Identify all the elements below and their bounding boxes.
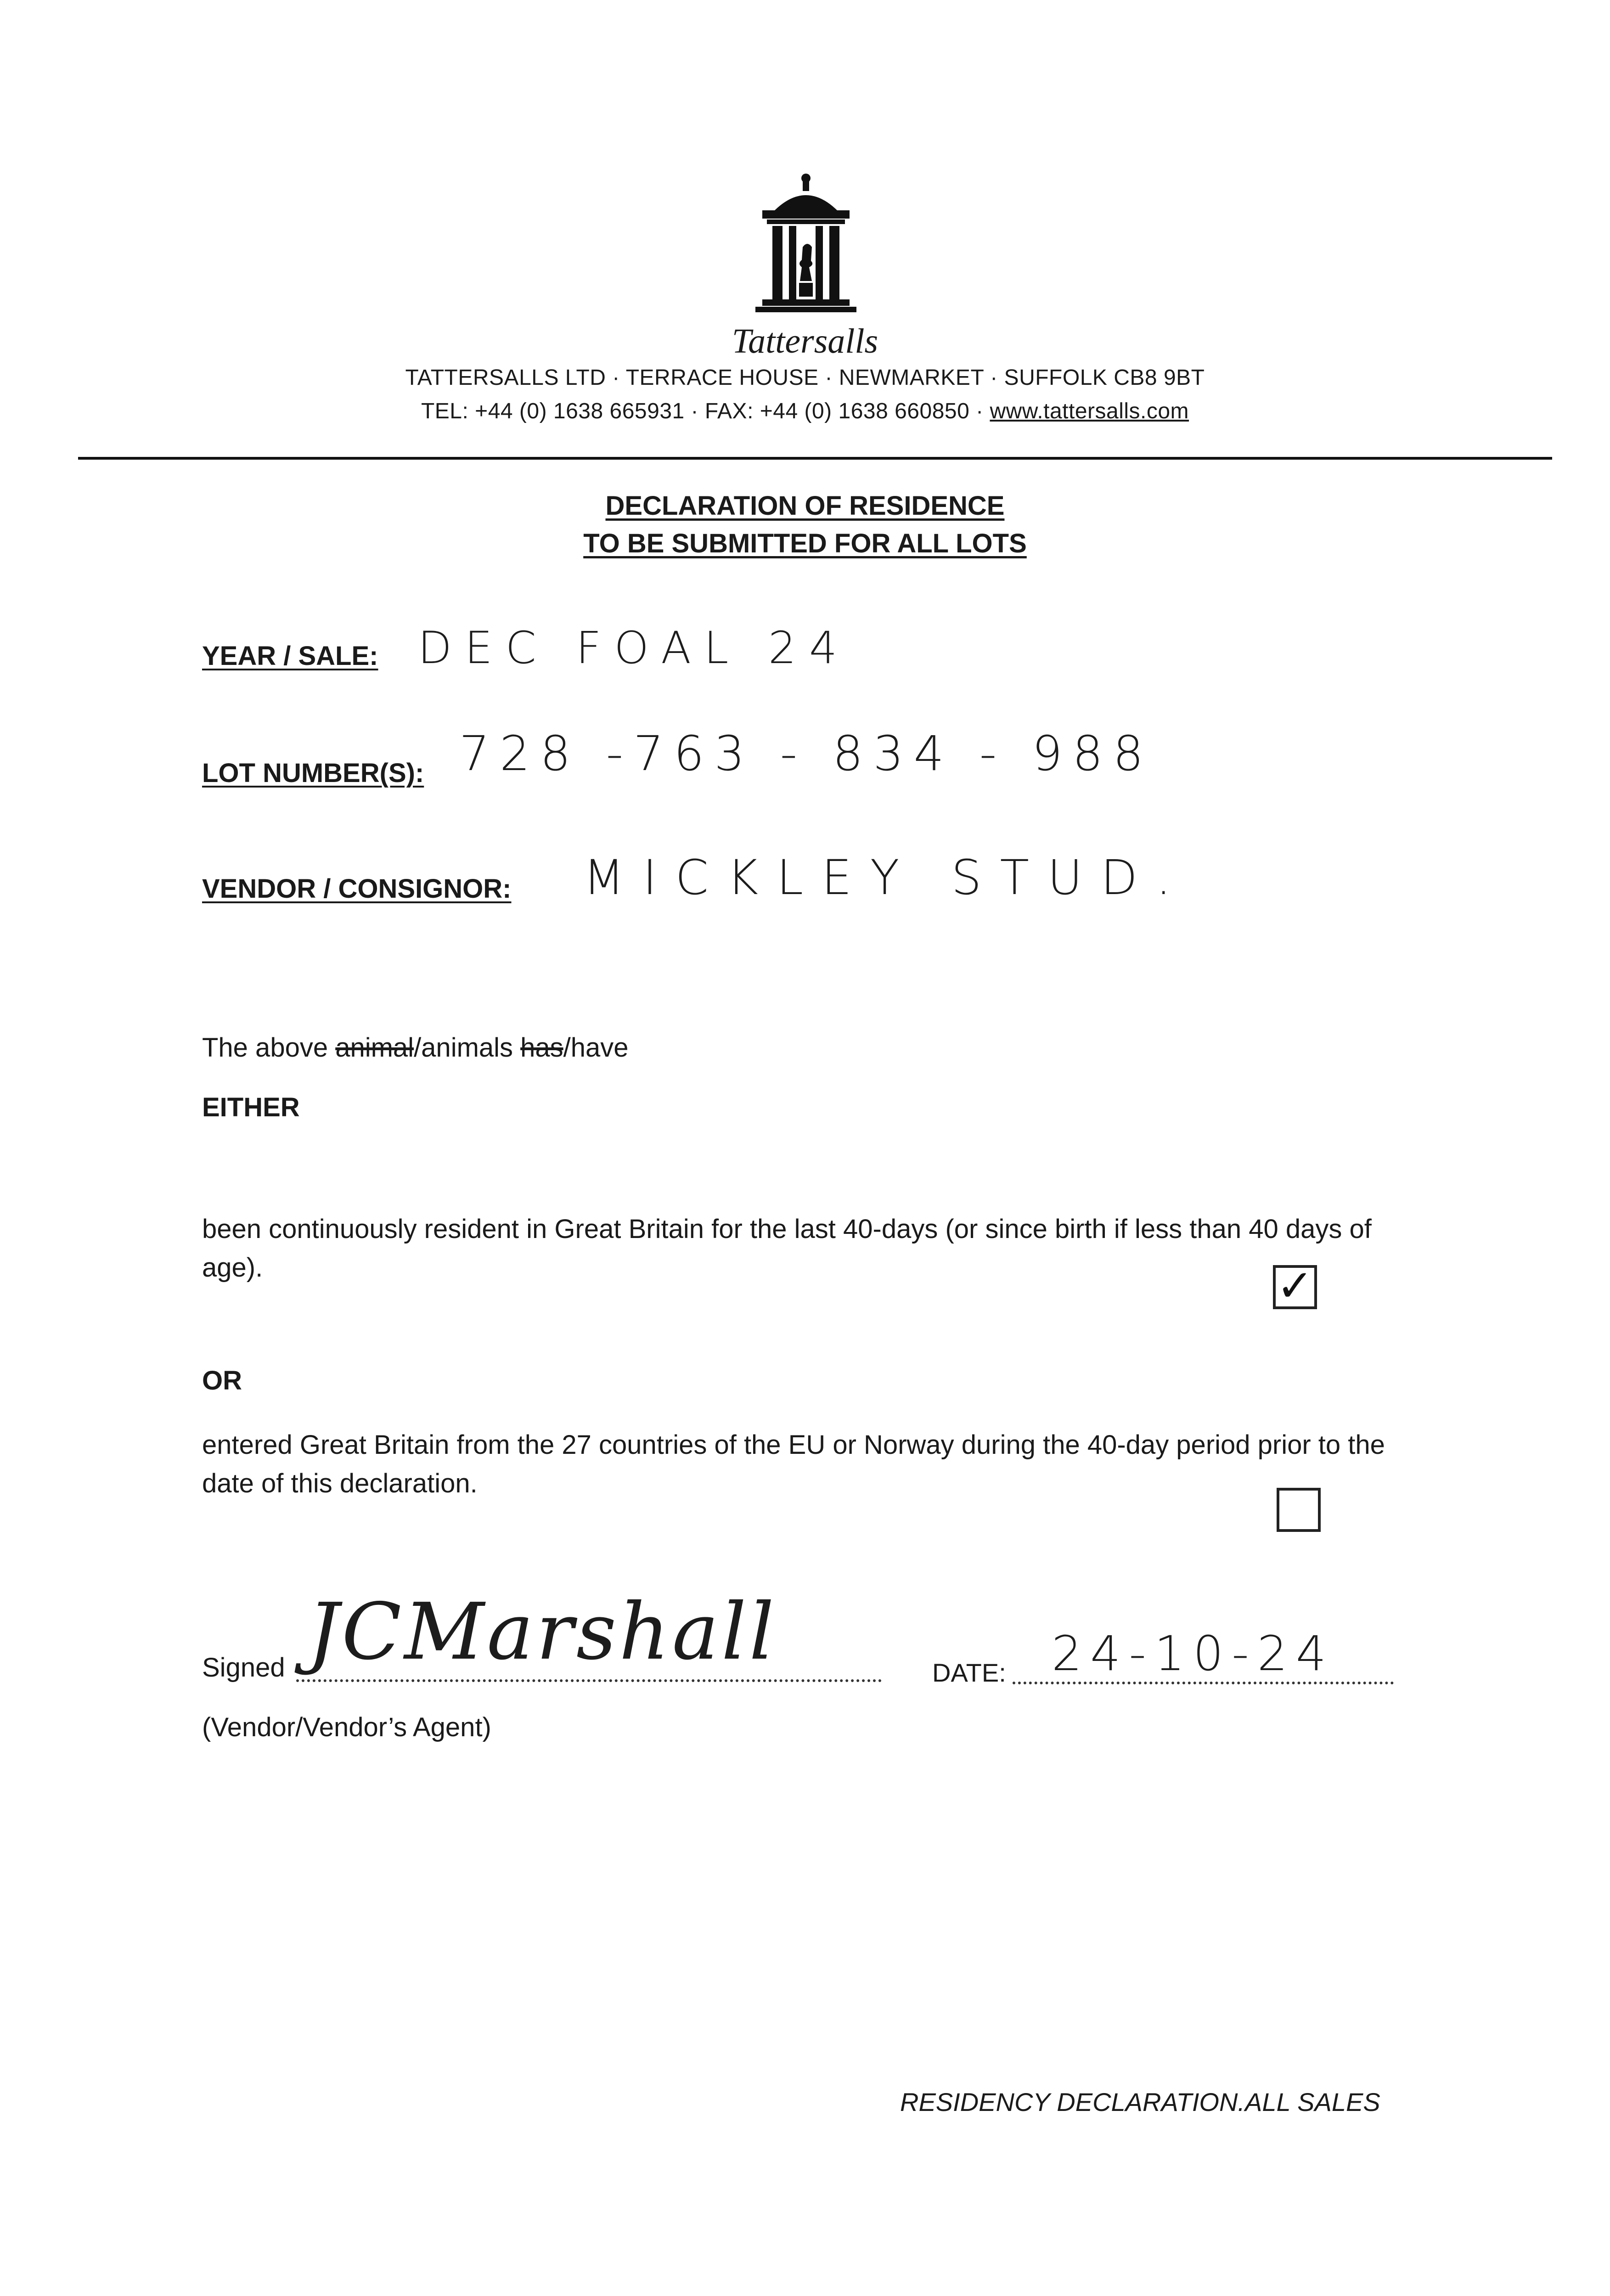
lot-numbers-label: LOT NUMBER(S):	[202, 758, 424, 788]
website-link[interactable]: www.tattersalls.com	[990, 399, 1189, 423]
statement-animals: /animals	[414, 1033, 521, 1063]
header-divider	[78, 457, 1552, 460]
lot-numbers-value: 728 -763 - 834 - 988	[459, 726, 1154, 782]
signatory-role: (Vendor/Vendor’s Agent)	[202, 1712, 491, 1742]
option-2-text: entered Great Britain from the 27 countries of the EU or Norway during the 40-day period prior to the date of this declaration.	[202, 1430, 1385, 1498]
date-value: 24-10-24	[1052, 1626, 1335, 1682]
vendor-consignor-value: MICKLEY STUD.	[583, 850, 1190, 906]
checkmark-icon: ✓	[1276, 1261, 1314, 1311]
signed-label: Signed	[202, 1653, 285, 1683]
vendor-consignor-label: VENDOR / CONSIGNOR:	[202, 874, 512, 904]
statement-line	[202, 1029, 629, 1067]
statement-have: /have	[563, 1033, 629, 1063]
company-contact	[0, 399, 1610, 424]
year-sale-value: DEC FOAL 24	[418, 622, 850, 674]
signature-value: JCMarshall	[308, 1587, 777, 1677]
option-2-checkbox[interactable]	[1277, 1488, 1321, 1532]
option-1-checkbox[interactable]	[1273, 1261, 1317, 1311]
struck-has: has	[520, 1033, 563, 1063]
year-sale-label: YEAR / SALE:	[202, 641, 378, 671]
either-label: EITHER	[202, 1092, 300, 1122]
tattersalls-logo	[730, 170, 882, 326]
company-address: TATTERSALLS LTD · TERRACE HOUSE · NEWMARKET · SUFFOLK CB8 9BT	[405, 366, 1205, 390]
signature-line	[296, 1678, 882, 1682]
form-subtitle: TO BE SUBMITTED FOR ALL LOTS	[583, 529, 1027, 558]
struck-animal: animal	[335, 1033, 414, 1063]
statement-prefix: The above	[202, 1033, 336, 1063]
form-title: DECLARATION OF RESIDENCE	[605, 491, 1005, 521]
contact-numbers: TEL: +44 (0) 1638 665931 · FAX: +44 (0) 1638 660850 ·	[421, 399, 990, 423]
brand-name: Tattersalls	[732, 322, 878, 360]
form-reference: RESIDENCY DECLARATION.ALL SALES	[900, 2088, 1380, 2116]
option-1-text: been continuously resident in Great Britain for the last 40-days (or since birth if less than 40 days of age).	[202, 1214, 1372, 1283]
date-label: DATE:	[932, 1658, 1006, 1687]
or-label: OR	[202, 1366, 242, 1396]
